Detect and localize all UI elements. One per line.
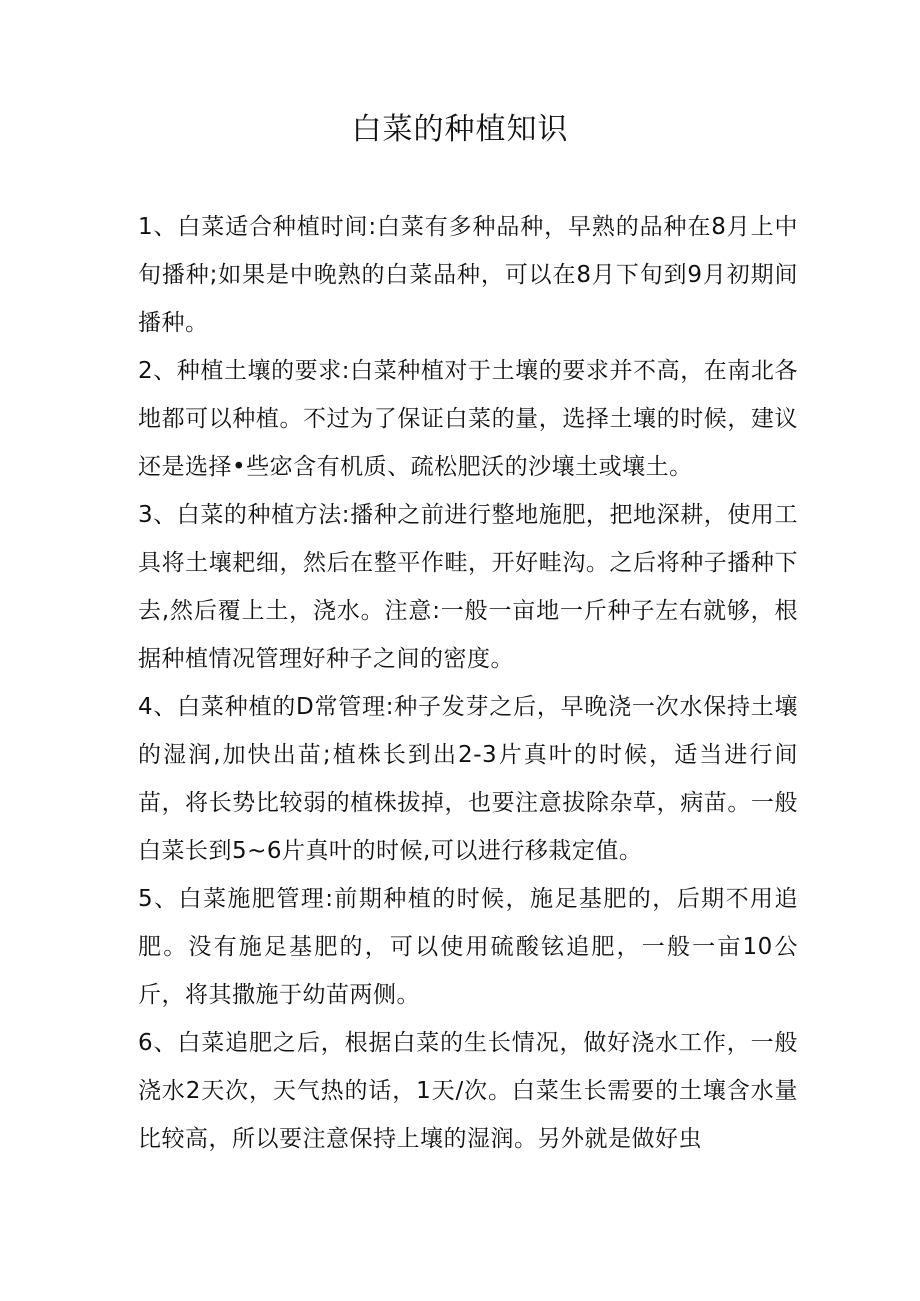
paragraph-3: 3、白菜的种植方法:播种之前进行整地施肥，把地深耕，使用工具将土壤耙细，然后在整平作畦，开好畦沟。之后将种子播种下去,然后覆上土，浇水。注意:一般一亩地一斤种子左右就够，根据种植情况管理好种子之间的密度。	[138, 502, 798, 672]
document-body	[138, 203, 798, 1163]
paragraph-2: 2、种植土壤的要求:白菜种植对于土壤的要求并不高，在南北各地都可以种植。不过为了保证白菜的量，选择土壤的时候，建议还是选择•些宓含有机质、疏松肥沃的沙壤土或壤土。	[138, 358, 798, 480]
paragraph-5: 5、白菜施肥管理:前期种植的时候，施足基肥的，后期不用追肥。没有施足基肥的，可以使用硫酸铉追肥，一般一亩10公斤，将其撒施于幼苗两侧。	[138, 886, 798, 1008]
paragraph-6: 6、白菜追肥之后，根据白菜的生长情况，做好浇水工作，一般浇水2天次，天气热的话，1天/次。白菜生长需要的土壤含水量比较高，所以要注意保持上壤的湿润。另外就是做好虫	[138, 1030, 798, 1152]
document-title: 白菜的种植知识	[351, 112, 569, 147]
paragraph-4: 4、白菜种植的D常管理:种子发芽之后，早晚浇一次水保持土壤的湿润,加快出苗;植株长到出2-3片真叶的时候，适当进行间苗，将长势比较弱的植株拔掉，也要注意拔除杂草，病苗。一般白菜长到5~6片真叶的时候,可以进行移栽定值。	[138, 694, 798, 864]
paragraph-1: 1、白菜适合种植时间:白菜有多种品种，早熟的品种在8月上中旬播种;如果是中晚熟的白菜品种，可以在8月下旬到9月初期间播种。	[138, 214, 798, 336]
